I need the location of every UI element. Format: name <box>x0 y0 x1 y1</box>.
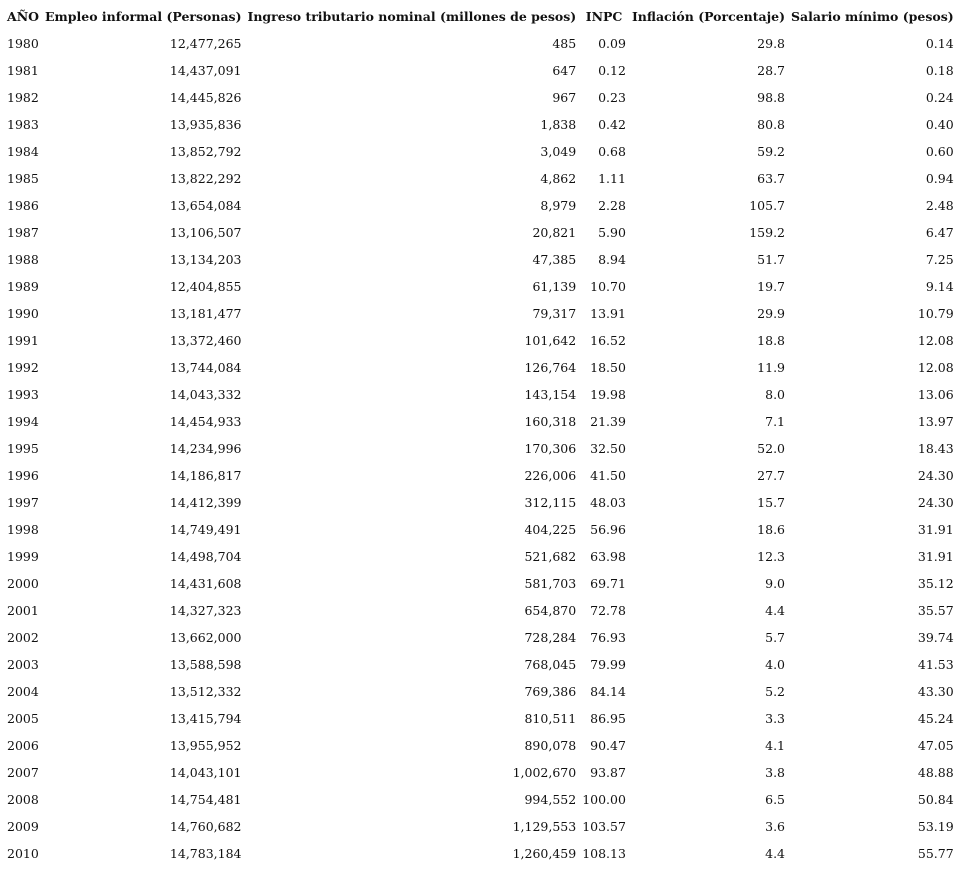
cell-tax-revenue: 226,006 <box>524 468 577 484</box>
table-row <box>4 787 957 814</box>
cell-minimum-wage: 48.88 <box>917 765 954 781</box>
cell-inpc: 69.71 <box>590 576 626 592</box>
cell-tax-revenue: 810,511 <box>524 711 577 727</box>
cell-tax-revenue: 101,642 <box>524 333 577 349</box>
table-row <box>4 544 957 571</box>
cell-inflation: 11.9 <box>757 360 786 376</box>
cell-tax-revenue: 61,139 <box>532 279 577 295</box>
cell-tax-revenue: 1,838 <box>540 117 577 133</box>
cell-tax-revenue: 1,129,553 <box>512 819 577 835</box>
cell-minimum-wage: 0.94 <box>925 171 954 187</box>
cell-minimum-wage: 35.57 <box>917 603 954 619</box>
cell-minimum-wage: 12.08 <box>917 360 954 376</box>
cell-tax-revenue: 3,049 <box>540 144 577 160</box>
cell-year: 1987 <box>7 225 39 241</box>
cell-inpc: 90.47 <box>590 738 626 754</box>
cell-inpc: 18.50 <box>590 360 626 376</box>
cell-year: 2005 <box>7 711 39 727</box>
cell-tax-revenue: 404,225 <box>524 522 577 538</box>
cell-inflation: 27.7 <box>757 468 786 484</box>
cell-year: 2007 <box>7 765 39 781</box>
cell-tax-revenue: 126,764 <box>524 360 577 376</box>
cell-minimum-wage: 0.40 <box>925 117 954 133</box>
cell-informal-employment: 13,106,507 <box>169 225 242 241</box>
cell-year: 1998 <box>7 522 39 538</box>
cell-minimum-wage: 0.18 <box>925 63 954 79</box>
cell-inpc: 13.91 <box>590 306 626 322</box>
table-row <box>4 733 957 760</box>
cell-inpc: 93.87 <box>590 765 626 781</box>
table-row <box>4 274 957 301</box>
table-body <box>4 31 957 868</box>
table-row <box>4 58 957 85</box>
header-tax-revenue: Ingreso tributario nominal (millones de pesos) <box>247 9 577 25</box>
cell-informal-employment: 13,415,794 <box>169 711 242 727</box>
table-row <box>4 409 957 436</box>
cell-year: 1981 <box>7 63 39 79</box>
cell-minimum-wage: 2.48 <box>925 198 954 214</box>
cell-minimum-wage: 24.30 <box>917 495 954 511</box>
cell-tax-revenue: 728,284 <box>524 630 577 646</box>
cell-inflation: 9.0 <box>765 576 786 592</box>
cell-tax-revenue: 79,317 <box>532 306 577 322</box>
cell-inflation: 3.8 <box>765 765 786 781</box>
cell-inflation: 4.0 <box>765 657 786 673</box>
cell-tax-revenue: 768,045 <box>524 657 577 673</box>
cell-inpc: 108.13 <box>582 846 626 862</box>
cell-informal-employment: 13,955,952 <box>169 738 242 754</box>
table-row <box>4 382 957 409</box>
cell-minimum-wage: 13.06 <box>917 387 954 403</box>
cell-year: 2002 <box>7 630 39 646</box>
cell-inpc: 0.09 <box>598 36 626 52</box>
cell-inpc: 41.50 <box>590 468 626 484</box>
cell-minimum-wage: 0.24 <box>925 90 954 106</box>
table-row <box>4 463 957 490</box>
table-row <box>4 706 957 733</box>
cell-informal-employment: 13,744,084 <box>169 360 242 376</box>
cell-minimum-wage: 31.91 <box>917 522 954 538</box>
cell-inpc: 86.95 <box>590 711 626 727</box>
cell-informal-employment: 14,437,091 <box>169 63 242 79</box>
cell-year: 1999 <box>7 549 39 565</box>
table-row <box>4 517 957 544</box>
cell-inflation: 98.8 <box>757 90 786 106</box>
cell-inflation: 5.2 <box>765 684 786 700</box>
cell-tax-revenue: 647 <box>552 63 577 79</box>
cell-year: 1984 <box>7 144 39 160</box>
cell-inflation: 7.1 <box>765 414 786 430</box>
cell-tax-revenue: 994,552 <box>524 792 577 808</box>
cell-year: 1988 <box>7 252 39 268</box>
table-row <box>4 31 957 58</box>
cell-minimum-wage: 0.60 <box>925 144 954 160</box>
cell-inflation: 15.7 <box>757 495 786 511</box>
cell-inflation: 5.7 <box>765 630 786 646</box>
cell-tax-revenue: 521,682 <box>524 549 577 565</box>
cell-inpc: 63.98 <box>590 549 626 565</box>
cell-informal-employment: 13,588,598 <box>169 657 242 673</box>
cell-informal-employment: 13,134,203 <box>169 252 242 268</box>
cell-inpc: 1.11 <box>598 171 626 187</box>
cell-inpc: 8.94 <box>598 252 626 268</box>
cell-inflation: 19.7 <box>757 279 786 295</box>
cell-minimum-wage: 24.30 <box>917 468 954 484</box>
table-row <box>4 598 957 625</box>
cell-tax-revenue: 8,979 <box>540 198 577 214</box>
cell-year: 2001 <box>7 603 39 619</box>
cell-inpc: 19.98 <box>590 387 626 403</box>
cell-inpc: 16.52 <box>590 333 626 349</box>
cell-inflation: 4.4 <box>765 603 786 619</box>
cell-inflation: 12.3 <box>757 549 786 565</box>
cell-minimum-wage: 7.25 <box>925 252 954 268</box>
table-row <box>4 112 957 139</box>
data-table-container <box>4 4 957 868</box>
cell-inpc: 56.96 <box>590 522 626 538</box>
table-row <box>4 247 957 274</box>
cell-minimum-wage: 0.14 <box>925 36 954 52</box>
cell-informal-employment: 13,662,000 <box>169 630 242 646</box>
cell-year: 1994 <box>7 414 39 430</box>
cell-inpc: 84.14 <box>590 684 626 700</box>
cell-inflation: 6.5 <box>765 792 786 808</box>
table-row <box>4 85 957 112</box>
cell-minimum-wage: 35.12 <box>917 576 954 592</box>
table-header-row <box>4 4 957 31</box>
cell-minimum-wage: 10.79 <box>917 306 954 322</box>
cell-informal-employment: 14,186,817 <box>169 468 242 484</box>
cell-minimum-wage: 39.74 <box>917 630 954 646</box>
table-row <box>4 625 957 652</box>
cell-inpc: 76.93 <box>590 630 626 646</box>
cell-year: 2010 <box>7 846 39 862</box>
cell-tax-revenue: 485 <box>552 36 577 52</box>
cell-informal-employment: 14,760,682 <box>169 819 242 835</box>
cell-inpc: 2.28 <box>598 198 626 214</box>
cell-inpc: 0.42 <box>598 117 626 133</box>
cell-year: 1982 <box>7 90 39 106</box>
cell-tax-revenue: 769,386 <box>524 684 577 700</box>
cell-tax-revenue: 143,154 <box>524 387 577 403</box>
cell-year: 2000 <box>7 576 39 592</box>
cell-inpc: 48.03 <box>590 495 626 511</box>
header-inflation: Inflación (Porcentaje) <box>631 9 786 25</box>
cell-tax-revenue: 890,078 <box>524 738 577 754</box>
cell-informal-employment: 13,935,836 <box>169 117 242 133</box>
cell-tax-revenue: 1,002,670 <box>512 765 577 781</box>
cell-tax-revenue: 4,862 <box>540 171 577 187</box>
cell-tax-revenue: 581,703 <box>524 576 577 592</box>
table-row <box>4 814 957 841</box>
table-row <box>4 490 957 517</box>
cell-tax-revenue: 47,385 <box>532 252 577 268</box>
cell-year: 1980 <box>7 36 39 52</box>
cell-inpc: 79.99 <box>590 657 626 673</box>
header-minimum-wage: Salario mínimo (pesos) <box>791 9 954 25</box>
cell-inflation: 18.8 <box>757 333 786 349</box>
cell-tax-revenue: 1,260,459 <box>512 846 577 862</box>
cell-informal-employment: 14,749,491 <box>169 522 242 538</box>
table-row <box>4 436 957 463</box>
cell-year: 1993 <box>7 387 39 403</box>
table-row <box>4 679 957 706</box>
cell-informal-employment: 14,783,184 <box>169 846 242 862</box>
table-row <box>4 841 957 868</box>
cell-year: 2006 <box>7 738 39 754</box>
cell-minimum-wage: 47.05 <box>917 738 954 754</box>
cell-minimum-wage: 31.91 <box>917 549 954 565</box>
cell-minimum-wage: 45.24 <box>917 711 954 727</box>
cell-informal-employment: 14,043,101 <box>169 765 242 781</box>
cell-minimum-wage: 43.30 <box>917 684 954 700</box>
cell-inflation: 80.8 <box>757 117 786 133</box>
cell-year: 1991 <box>7 333 39 349</box>
cell-informal-employment: 13,822,292 <box>169 171 242 187</box>
cell-informal-employment: 14,234,996 <box>169 441 242 457</box>
cell-inpc: 0.12 <box>598 63 626 79</box>
cell-inflation: 29.8 <box>757 36 786 52</box>
cell-year: 1995 <box>7 441 39 457</box>
cell-inpc: 0.23 <box>598 90 626 106</box>
cell-informal-employment: 14,412,399 <box>169 495 242 511</box>
cell-year: 1985 <box>7 171 39 187</box>
cell-year: 2008 <box>7 792 39 808</box>
cell-minimum-wage: 12.08 <box>917 333 954 349</box>
cell-year: 1986 <box>7 198 39 214</box>
cell-inflation: 105.7 <box>749 198 786 214</box>
cell-year: 2003 <box>7 657 39 673</box>
cell-inflation: 4.4 <box>765 846 786 862</box>
cell-minimum-wage: 53.19 <box>917 819 954 835</box>
cell-inflation: 8.0 <box>765 387 786 403</box>
cell-informal-employment: 14,043,332 <box>169 387 242 403</box>
cell-inpc: 10.70 <box>590 279 626 295</box>
cell-informal-employment: 14,498,704 <box>169 549 242 565</box>
cell-informal-employment: 14,431,608 <box>169 576 242 592</box>
cell-inflation: 18.6 <box>757 522 786 538</box>
cell-tax-revenue: 160,318 <box>524 414 577 430</box>
cell-inflation: 28.7 <box>757 63 786 79</box>
cell-year: 1990 <box>7 306 39 322</box>
cell-year: 1983 <box>7 117 39 133</box>
cell-inpc: 103.57 <box>582 819 626 835</box>
table-row <box>4 301 957 328</box>
cell-minimum-wage: 50.84 <box>917 792 954 808</box>
cell-informal-employment: 13,181,477 <box>169 306 242 322</box>
cell-informal-employment: 12,477,265 <box>169 36 242 52</box>
cell-informal-employment: 14,454,933 <box>169 414 242 430</box>
cell-inflation: 59.2 <box>757 144 786 160</box>
cell-tax-revenue: 312,115 <box>524 495 577 511</box>
cell-year: 2004 <box>7 684 39 700</box>
table-row <box>4 760 957 787</box>
table-row <box>4 652 957 679</box>
cell-tax-revenue: 967 <box>552 90 577 106</box>
cell-inpc: 5.90 <box>598 225 626 241</box>
cell-tax-revenue: 654,870 <box>524 603 577 619</box>
cell-inflation: 3.6 <box>765 819 786 835</box>
table-row <box>4 139 957 166</box>
cell-informal-employment: 14,754,481 <box>169 792 242 808</box>
cell-tax-revenue: 20,821 <box>532 225 577 241</box>
cell-inpc: 72.78 <box>590 603 626 619</box>
table-row <box>4 220 957 247</box>
cell-inflation: 4.1 <box>765 738 786 754</box>
table-row <box>4 193 957 220</box>
cell-inpc: 32.50 <box>590 441 626 457</box>
data-table <box>4 4 957 868</box>
cell-inflation: 3.3 <box>765 711 786 727</box>
cell-tax-revenue: 170,306 <box>524 441 577 457</box>
cell-informal-employment: 12,404,855 <box>169 279 242 295</box>
cell-year: 1997 <box>7 495 39 511</box>
header-informal-employment: Empleo informal (Personas) <box>45 9 242 25</box>
cell-inpc: 0.68 <box>598 144 626 160</box>
cell-inflation: 29.9 <box>757 306 786 322</box>
cell-minimum-wage: 13.97 <box>917 414 954 430</box>
cell-year: 2009 <box>7 819 39 835</box>
table-row <box>4 571 957 598</box>
cell-informal-employment: 13,512,332 <box>169 684 242 700</box>
cell-inflation: 63.7 <box>757 171 786 187</box>
cell-informal-employment: 14,327,323 <box>169 603 242 619</box>
cell-informal-employment: 13,852,792 <box>169 144 242 160</box>
cell-year: 1996 <box>7 468 39 484</box>
cell-inflation: 51.7 <box>757 252 786 268</box>
header-inpc: INPC <box>585 9 623 25</box>
cell-year: 1992 <box>7 360 39 376</box>
cell-inpc: 100.00 <box>582 792 626 808</box>
table-row <box>4 328 957 355</box>
cell-informal-employment: 14,445,826 <box>169 90 242 106</box>
cell-minimum-wage: 6.47 <box>925 225 954 241</box>
table-row <box>4 166 957 193</box>
cell-minimum-wage: 18.43 <box>917 441 954 457</box>
cell-inpc: 21.39 <box>590 414 626 430</box>
cell-informal-employment: 13,372,460 <box>169 333 242 349</box>
cell-informal-employment: 13,654,084 <box>169 198 242 214</box>
cell-minimum-wage: 55.77 <box>917 846 954 862</box>
cell-minimum-wage: 41.53 <box>917 657 954 673</box>
cell-minimum-wage: 9.14 <box>925 279 954 295</box>
cell-inflation: 52.0 <box>757 441 786 457</box>
header-year: AÑO <box>7 9 40 25</box>
cell-inflation: 159.2 <box>749 225 786 241</box>
table-row <box>4 355 957 382</box>
cell-year: 1989 <box>7 279 39 295</box>
